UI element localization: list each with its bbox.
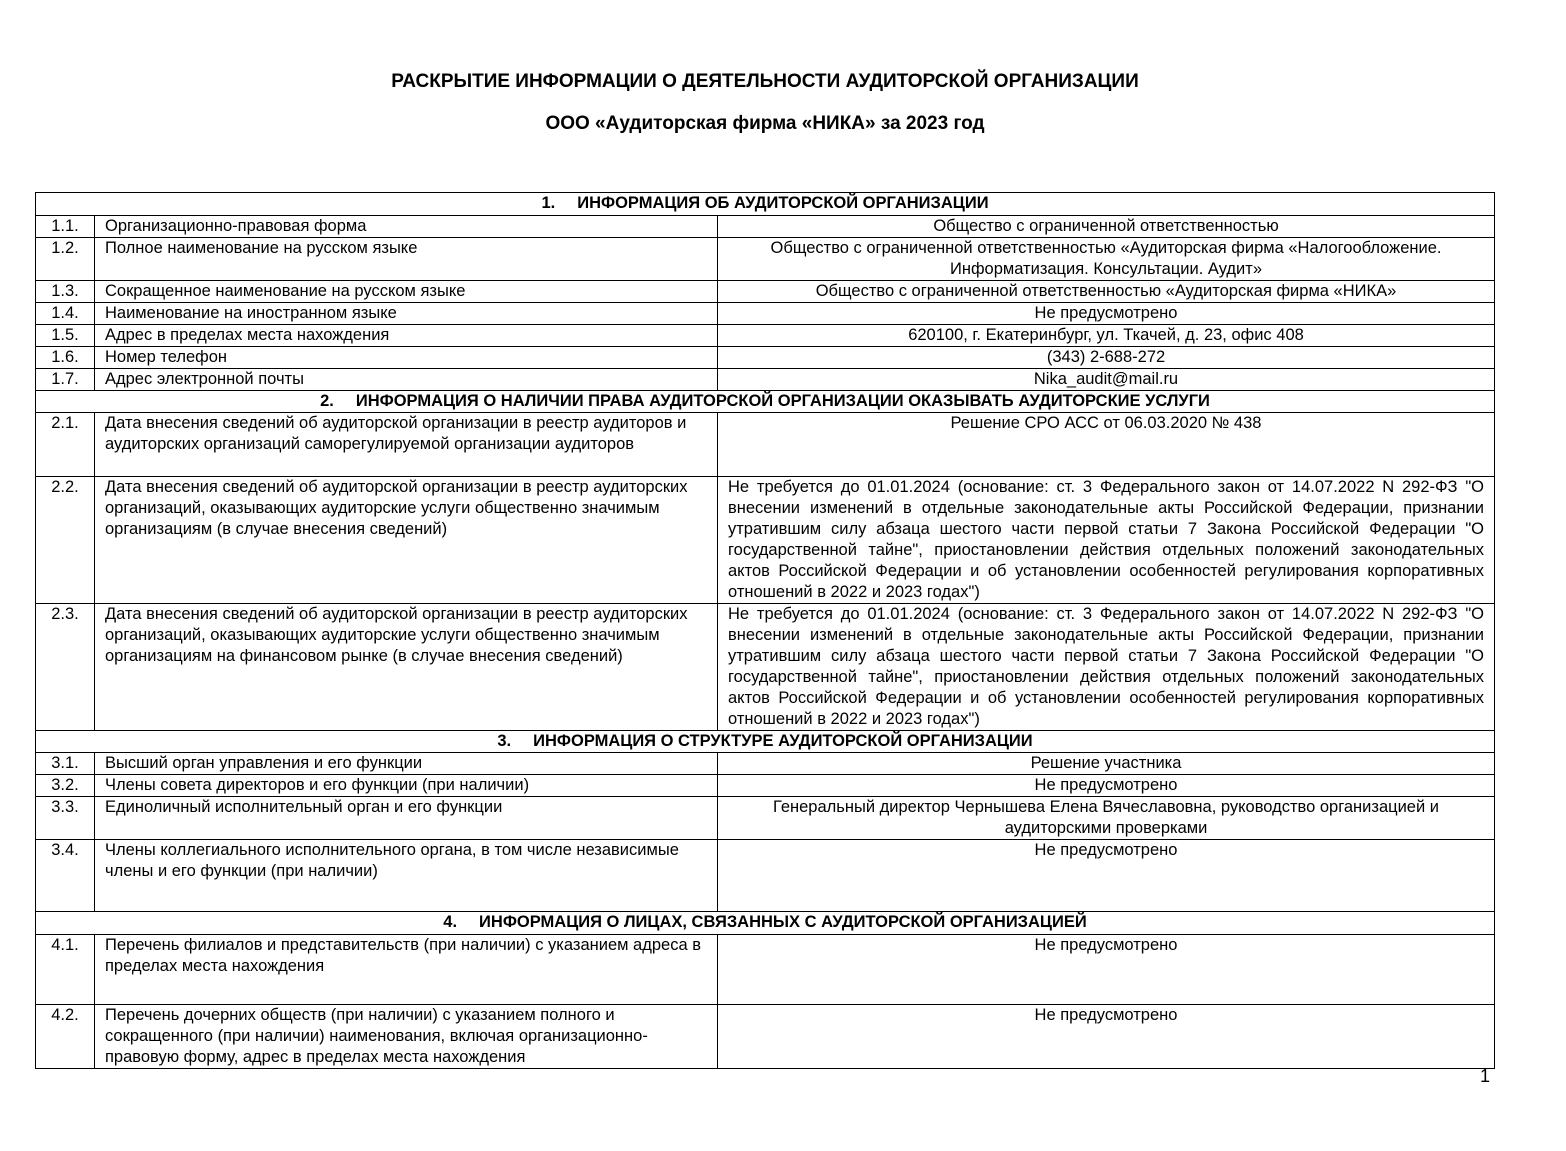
table-row [36, 238, 1495, 281]
row-number: 3.4. [36, 840, 95, 912]
row-label: Наименование на иностранном языке [95, 303, 718, 325]
table-row [36, 753, 1495, 775]
row-label: Адрес в пределах места нахождения [95, 325, 718, 347]
row-label: Полное наименование на русском языке [95, 238, 718, 281]
row-value: Общество с ограниченной ответственностью «Аудиторская фирма «НИКА» [718, 281, 1495, 303]
row-label: Единоличный исполнительный орган и его функции [95, 797, 718, 840]
disclosure-table [35, 192, 1495, 1069]
table-row [36, 369, 1495, 391]
section-title: ИНФОРМАЦИЯ О СТРУКТУРЕ АУДИТОРСКОЙ ОРГАНИЗАЦИИ [533, 732, 1033, 750]
row-label: Высший орган управления и его функции [95, 753, 718, 775]
table-row [36, 216, 1495, 238]
table-row [36, 281, 1495, 303]
page-number: 1 [1480, 1066, 1491, 1086]
row-number: 1.5. [36, 325, 95, 347]
row-value: 620100, г. Екатеринбург, ул. Ткачей, д. 23, офис 408 [718, 325, 1495, 347]
row-label: Дата внесения сведений об аудиторской организации в реестр аудиторских организаций, оказывающих аудиторские услуги общественно значимым организациям на финансовом рынке (в случае внесения сведений) [95, 604, 718, 731]
row-number: 2.2. [36, 477, 95, 604]
row-label: Адрес электронной почты [95, 369, 718, 391]
row-number: 2.3. [36, 604, 95, 731]
table-row [36, 604, 1495, 731]
row-number: 1.4. [36, 303, 95, 325]
section-title: ИНФОРМАЦИЯ О НАЛИЧИИ ПРАВА АУДИТОРСКОЙ ОРГАНИЗАЦИИ ОКАЗЫВАТЬ АУДИТОРСКИЕ УСЛУГИ [355, 392, 1210, 410]
table-row [36, 413, 1495, 477]
row-value: Общество с ограниченной ответственностью [718, 216, 1495, 238]
row-value: Не предусмотрено [718, 840, 1495, 912]
row-value: Не предусмотрено [718, 303, 1495, 325]
row-label: Номер телефон [95, 347, 718, 369]
document-subtitle: ООО «Аудиторская фирма «НИКА» за 2023 год [545, 113, 985, 134]
table-row [36, 303, 1495, 325]
table-row [36, 477, 1495, 604]
table-row [36, 840, 1495, 912]
row-number: 3.2. [36, 775, 95, 797]
row-number: 2.1. [36, 413, 95, 477]
row-value: Не предусмотрено [718, 775, 1495, 797]
section-number: 3. [497, 732, 512, 750]
row-label: Члены коллегиального исполнительного органа, в том числе независимые члены и его функции (при наличии) [95, 840, 718, 912]
table-row [36, 797, 1495, 840]
row-label: Дата внесения сведений об аудиторской организации в реестр аудиторских организаций, оказывающих аудиторские услуги общественно значимым организациям (в случае внесения сведений) [95, 477, 718, 604]
row-number: 1.2. [36, 238, 95, 281]
row-number: 1.7. [36, 369, 95, 391]
section-title: ИНФОРМАЦИЯ ОБ АУДИТОРСКОЙ ОРГАНИЗАЦИИ [577, 194, 989, 212]
row-number: 4.1. [36, 935, 95, 1005]
row-number: 1.6. [36, 347, 95, 369]
row-value: Не требуется до 01.01.2024 (основание: ст. 3 Федерального закон от 14.07.2022 N 292-ФЗ "О внесении изменений в отдельные законодательные акты Российской Федерации, признании утратившим силу абзаца шестого части первой статьи 7 Закона Российской Федерации "О государственной тайне", приостановлении действия отдельных положений законодательных актов Российской Федерации и об установлении особенностей регулирования корпоративных отношений в 2022 и 2023 годах") [718, 477, 1495, 604]
table-row [36, 935, 1495, 1005]
row-value: Не предусмотрено [718, 1005, 1495, 1069]
table-row [36, 325, 1495, 347]
row-label: Дата внесения сведений об аудиторской организации в реестр аудиторов и аудиторских организаций саморегулируемой организации аудиторов [95, 413, 718, 477]
row-value: Решение участника [718, 753, 1495, 775]
section-header [36, 731, 1495, 753]
row-label: Сокращенное наименование на русском языке [95, 281, 718, 303]
section-title: ИНФОРМАЦИЯ О ЛИЦАХ, СВЯЗАННЫХ С АУДИТОРСКОЙ ОРГАНИЗАЦИЕЙ [479, 913, 1087, 931]
section-header [36, 193, 1495, 216]
row-number: 3.3. [36, 797, 95, 840]
row-number: 1.3. [36, 281, 95, 303]
table-row [36, 347, 1495, 369]
section-header [36, 912, 1495, 935]
row-number: 1.1. [36, 216, 95, 238]
table-row [36, 1005, 1495, 1069]
document-title: РАСКРЫТИЕ ИНФОРМАЦИИ О ДЕЯТЕЛЬНОСТИ АУДИТОРСКОЙ ОРГАНИЗАЦИИ [391, 71, 1139, 92]
row-value: Не требуется до 01.01.2024 (основание: ст. 3 Федерального закон от 14.07.2022 N 292-ФЗ "О внесении изменений в отдельные законодательные акты Российской Федерации, признании утратившим силу абзаца шестого части первой статьи 7 Закона Российской Федерации "О государственной тайне", приостановлении действия отдельных положений законодательных актов Российской Федерации и об установлении особенностей регулирования корпоративных отношений в 2022 и 2023 годах") [718, 604, 1495, 731]
row-label: Перечень дочерних обществ (при наличии) с указанием полного и сокращенного (при наличии) наименования, включая организационно-правовую форму, адрес в пределах места нахождения [95, 1005, 718, 1069]
row-value: Общество с ограниченной ответственностью «Аудиторская фирма «Налогообложение. Информатизация. Консультации. Аудит» [718, 238, 1495, 281]
table-row [36, 775, 1495, 797]
row-number: 3.1. [36, 753, 95, 775]
row-number: 4.2. [36, 1005, 95, 1069]
section-number: 4. [443, 913, 458, 931]
row-value: Не предусмотрено [718, 935, 1495, 1005]
row-value: Генеральный директор Чернышева Елена Вячеславовна, руководство организацией и аудиторскими проверками [718, 797, 1495, 840]
row-value: (343) 2-688-272 [718, 347, 1495, 369]
row-value: Решение СРО АСС от 06.03.2020 № 438 [718, 413, 1495, 477]
row-label: Перечень филиалов и представительств (при наличии) с указанием адреса в пределах места нахождения [95, 935, 718, 1005]
section-header [36, 391, 1495, 413]
section-number: 2. [320, 392, 334, 410]
row-label: Организационно-правовая форма [95, 216, 718, 238]
section-number: 1. [541, 194, 556, 212]
row-value: Nika_audit@mail.ru [718, 369, 1495, 391]
row-label: Члены совета директоров и его функции (при наличии) [95, 775, 718, 797]
